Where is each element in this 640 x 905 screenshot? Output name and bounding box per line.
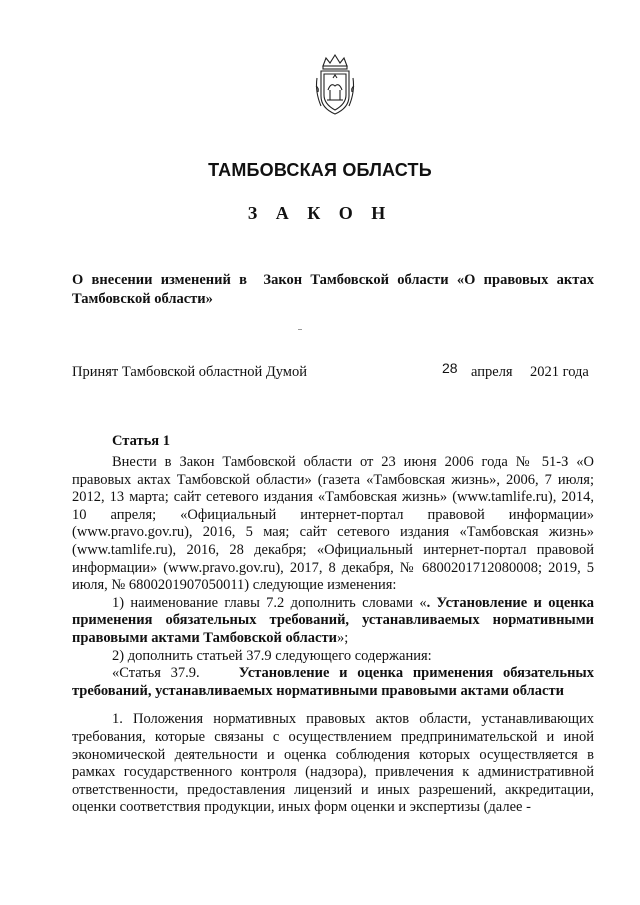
item1-bold-text: . Установление и оценка применения обязательных требований, устанавливаемых нормативными правовыми актами Тамбовской области xyxy=(72,594,595,646)
region-title: ТАМБОВСКАЯ ОБЛАСТЬ xyxy=(208,160,432,180)
adoption-text: Принят Тамбовской областной Думой xyxy=(72,364,307,380)
new-article-heading xyxy=(72,665,594,700)
law-subject-part2: Закон Тамбовской области «О правовых актах Тамбовской области» xyxy=(72,272,594,307)
law-subject-part1: О внесении изменений в xyxy=(72,272,247,288)
amendment-item-2: 2) дополнить статьей 37.9 следующего содержания: xyxy=(112,647,432,664)
coat-of-arms-icon xyxy=(313,52,357,118)
article-body xyxy=(72,454,594,817)
law-subject xyxy=(72,271,594,309)
item1-prefix: 1) наименование главы 7.2 дополнить словами « xyxy=(112,594,427,611)
amendment-item-1 xyxy=(72,595,594,648)
new-article-title: Установление и оценка применения обязательных требований, устанавливаемых нормативными правовыми актами области xyxy=(72,665,594,699)
scan-mark xyxy=(298,329,302,330)
document-type-title: З А К О Н xyxy=(247,203,393,223)
new-article-number: «Статья 37.9. xyxy=(112,665,200,682)
adoption-month: апреля xyxy=(471,364,513,380)
adoption-day: 28 xyxy=(442,360,458,376)
article-intro: Внести в Закон Тамбовской области от 23 июня 2006 года № 51-З «О правовых актах Тамбовской области» (газета «Тамбовская жизнь», 2006, 7 июля; 2012, 13 марта; сайт сетевого издания «Тамбовская жизнь» (www.tamlife.ru), 2014, 10 апреля; «Официальный интернет-портал правовой информации» (www.pravo.gov.ru), 2016, 5 мая; сайт сетевого издания «Тамбовская жизнь» (www.tamlife.ru), 2016, 28 декабря; «Официальный интернет-портал правовой информации» (www.pravo.gov.ru), 2017, 8 декабря, № 6800201712080008; 2019, 5 июля, № 6800201907050011) следующие изменения: xyxy=(72,454,594,594)
article-title: Статья 1 xyxy=(112,433,170,449)
adoption-year: 2021 года xyxy=(530,364,589,380)
new-article-paragraph-1: 1. Положения нормативных правовых актов области, устанавливающих требования, которые связаны с осуществлением предпринимательской и иной экономической деятельности и оценка соблюдения которых осуществляется в рамках государственного контроля (надзора), привлечения к административной ответственности, предоставления лицензий и иных разрешений, аккредитации, оценки соответствия продукции, иных форм оценки и экспертизы (далее - xyxy=(72,711,594,816)
item1-suffix: »; xyxy=(336,629,349,646)
